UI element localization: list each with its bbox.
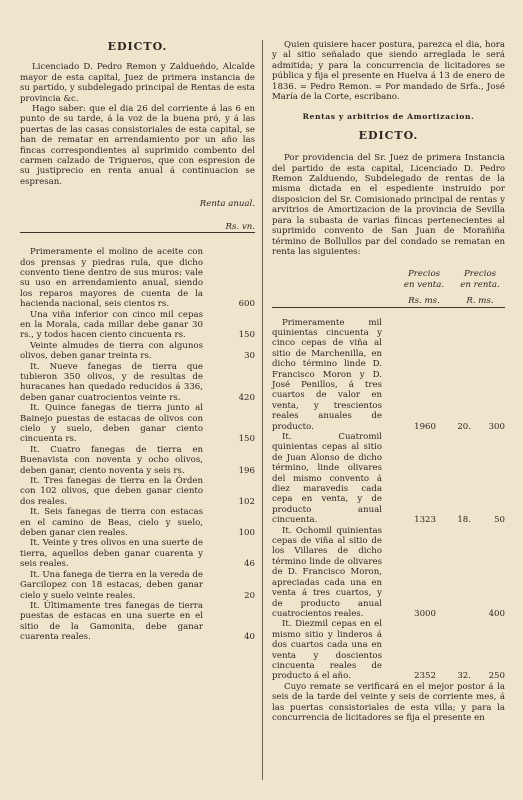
left-item (20, 507, 255, 538)
right-col-headers (272, 269, 505, 290)
left-item-value: 20 (244, 590, 255, 601)
right-closing: Cuyo remate se verificará en el mejor postor á la seis de la tarde del veinte y seis de corriente mes, á las puertas consistoriales de esta villa; y para la concurrencia de licitadores se fija el presente en (272, 681, 505, 723)
left-item-text: It. Nueve fanegas de tierra que tubieron 350 olivos, y de resultas de huracanes han quedado reducidos á 336, deben ganar cuatrocientos veinte rs. (20, 361, 203, 403)
left-item-value: 150 (238, 434, 255, 445)
right-item (272, 318, 505, 432)
right-item-renta: 300 (488, 421, 505, 432)
left-item-value: 150 (238, 330, 255, 341)
left-intro-1: Licenciado D. Pedro Remon y Zaldueńdo, Alcalde mayor de esta capital, Juez de primera instancia de su partido, y subdelegado principal de Rentas de esta provincia &c. (20, 62, 255, 104)
right-edict-title: EDICTO. (358, 128, 419, 142)
left-item-value: 102 (238, 496, 255, 507)
right-unit-headers (272, 296, 505, 307)
left-item-value: 100 (238, 528, 255, 539)
right-item-venta: 2352 (414, 671, 436, 682)
left-intro-2: Hago saber: que el dia 26 del corriente á las 6 en punto de su tarde, á la voz de la buena pró, y á las puertas de las casas consistoriales de esta capital, se han de rematar en arrendamiento por un año las fincas correspondientes al suprimido combento del carmen calzado de Trigueros, que con espresion de su justiprecio en renta anual á continuacion se espresan. (20, 104, 255, 187)
left-item (20, 362, 255, 404)
right-item-renta: 50 (494, 515, 505, 526)
right-item-ms: 32. (457, 671, 471, 682)
left-item-value: 600 (238, 299, 255, 310)
left-item (20, 476, 255, 507)
right-item-venta: 1323 (414, 515, 436, 526)
left-item-text: Veinte almudes de tierra con algunos olivos, deben ganar treinta rs. (20, 340, 203, 362)
left-item-value: 46 (244, 559, 255, 570)
unit-header-venta: Rs. ms. (408, 296, 440, 307)
left-col-header-rs: Rs. vn. (20, 222, 255, 233)
header-precios-venta: Precios (407, 269, 441, 280)
left-column (20, 40, 255, 643)
right-item-text: It. Ochomil quinientas cepas de viña al sitio de los Villares de dicho término linde de olivares de D. Francisco Moron, apreciadas cada una en venta á tres cuartos, y de producto anual cuatrocientos reales. (272, 525, 382, 619)
left-item-value: 420 (238, 392, 255, 403)
left-item-text: It. Veinte y tres olivos en una suerte de tierra, aquellos deben ganar cuarenta y seis reales. (20, 538, 203, 570)
right-item-ms: 18. (457, 515, 471, 526)
right-continuation: Quien quisiere hacer postura, parezca el dia, hora y al sitio señalado que siendo arreglada le será admitida; y para la concurrencia de licitadores se pública y fija el presente en Huelva á 13 de enero de 1836. = Pedro Remon. = Por mandado de Srfa., José María de la Corte, escribano. (272, 40, 505, 103)
right-item-venta: 1960 (414, 421, 436, 432)
left-item (20, 538, 255, 569)
left-item (20, 445, 255, 476)
left-item-value: 30 (244, 351, 255, 362)
right-item-text: Primeramente mil quinientas cincuenta y cinco cepas de viña al sitio de Marchenilla, en dicho término linde D. Francisco Moron y D. José Penillos, á tres cuartos de valor en venta, y trescientos reales anuales de producto. (272, 317, 382, 432)
left-item-text: It. Una fanega de tierra en la vereda de Garcilopez con 18 estacas, deben ganar cielo y suelo veinte reales. (20, 569, 203, 601)
header-precios-renta: Precios (463, 269, 497, 280)
header-renta (455, 269, 505, 290)
right-subhead: Rentas y arbitrios de Amortizacion. (302, 112, 475, 122)
right-item (272, 432, 505, 526)
left-item-text: Una viña inferior con cinco mil cepas en la Morala, cada millar debe ganar 30 rs., y todos hacen ciento cincuenta rs. (20, 309, 203, 341)
left-item-value: 196 (238, 465, 255, 476)
left-item (20, 403, 255, 445)
left-item (20, 247, 255, 309)
right-item-renta: 400 (488, 608, 505, 619)
right-item (272, 619, 505, 681)
left-item (20, 570, 255, 601)
unit-header-renta: R. ms. (466, 296, 494, 307)
left-edict-title: EDICTO. (107, 40, 168, 53)
header-en-renta: en renta. (460, 279, 500, 290)
left-item-text: It. Cuatro fanegas de tierra en Buenavista con noventa y ocho olivos, deben ganar, ciento noventa y seis rs. (20, 444, 203, 476)
left-col-header-renta: Renta anual. (199, 199, 255, 210)
left-item-text: It. Quince fanegas de tierra junto al Bainejo puestas de estacas de olivos con cielo y suelo, deben ganar ciento cincuenta rs. (20, 403, 203, 445)
right-intro: Por providencia del Sr. Juez de primera Instancia del partido de esta capital, Licenciado D. Pedro Remon Zalduendo, Subdelegado de rentas de la misma dictada en el espediente instruido por disposicion del Sr. Comisionado principal de rentas y arvitrios de Amortizacion de la provincia de Sevilla para la subasta de varias fiincas pertenecientes al suprimido convento de San Juan de Morañiña término de Bollullos par del condado se rematan en renta las siguientes: (272, 153, 505, 257)
right-item-text: It. Diezmil cepas en el mismo sitio y linderos á dos cuartos cada una en venta y doscientos cincuenta reales de producto á el año. (272, 619, 382, 682)
right-item-text: It. Cuatromil quinientas cepas al sitio de Juan Alonso de dicho término, linde olivares del mismo convento á diez maravedis cada cepa en venta, y de producto anual cincuenta. (272, 432, 382, 526)
left-item-text: It. Tres fanegas de tierra en la Órden con 102 olivos, que deben ganar ciento dos reales. (20, 476, 203, 507)
right-item-venta: 3000 (414, 608, 436, 619)
left-item (20, 601, 255, 643)
header-venta (393, 269, 455, 290)
right-item-ms: 20. (457, 421, 471, 432)
left-item-text: It. Seis fanegas de tierra con estacas en el camino de Beas, cielo y suelo, deben ganar cien reales. (20, 507, 203, 539)
right-item (272, 526, 505, 620)
left-item (20, 310, 255, 341)
column-divider (262, 40, 263, 780)
left-item-text: It. Últimamente tres fanegas de tierra puestas de estacas en una suerte en el sitio de la Gamonita, debe ganar cuarenta reales. (20, 600, 203, 643)
left-item (20, 341, 255, 362)
left-item-text: Primeramente el molino de aceite con dos prensas y piedras rula, que dicho convento tiene dentro de sus muros: vale su uso en arrendamiento anual, siendo los reparos mayores de cuenta de la hacienda nacional, seis cientos rs. (20, 247, 203, 310)
right-column (272, 40, 505, 723)
right-item-renta: 250 (488, 671, 505, 682)
header-en-venta: en venta. (403, 279, 445, 290)
left-item-value: 40 (244, 632, 255, 643)
